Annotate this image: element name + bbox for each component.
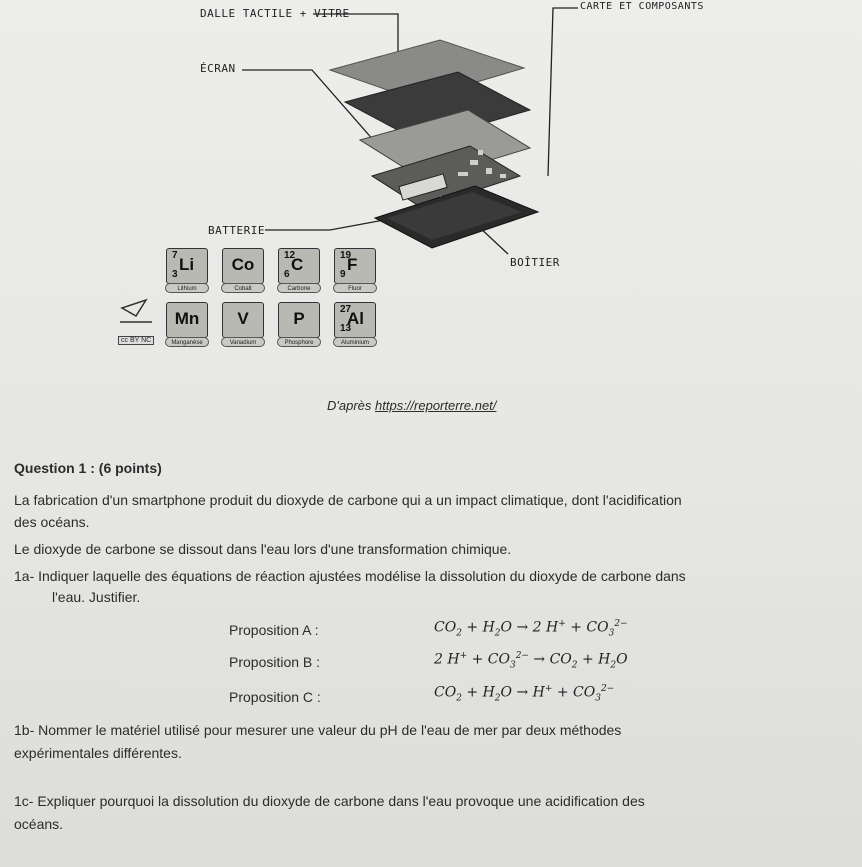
proposition-c-equation: $CO_2 + H_2O \to H^+ + CO_3^{2-}$ <box>434 684 615 704</box>
board-label: CARTE ET COMPOSANTS <box>580 1 704 12</box>
intro-line-2: des océans. <box>14 514 90 530</box>
q1c-line-1: 1c- Expliquer pourquoi la dissolution du dioxyde de carbone dans l'eau provoque une acidification des <box>14 793 645 809</box>
screen-label: ÉCRAN <box>200 62 236 75</box>
source-prefix: D'après <box>327 398 376 413</box>
proposition-c-label: Proposition C : <box>229 689 321 705</box>
reporterre-logo-icon <box>120 300 152 322</box>
element-name-carbon: Carbone <box>277 283 321 293</box>
figure-source <box>327 398 496 413</box>
element-name-phosphorus: Phosphore <box>277 337 321 347</box>
case-label: BOÎTIER <box>510 256 560 269</box>
q1a-line-2: l'eau. Justifier. <box>52 589 141 605</box>
q1c-line-2: océans. <box>14 816 64 832</box>
battery-label: BATTERIE <box>208 224 265 237</box>
element-tile-phosphorus: P <box>278 302 320 338</box>
q1b-line-2: expérimentales différentes. <box>14 745 182 761</box>
proposition-b-label: Proposition B : <box>229 654 321 670</box>
element-name-lithium: Lithium <box>165 283 209 293</box>
q1b-line-1: 1b- Nommer le matériel utilisé pour mesurer une valeur du pH de l'eau de mer par deux méthodes <box>14 722 622 738</box>
license-badge: cc BY NC <box>118 336 154 345</box>
element-name-fluorine: Fluor <box>333 283 377 293</box>
proposition-b-equation: 2 $H^+ + CO_3^{2-} \to CO_2 + H_2O$ <box>434 651 628 671</box>
element-tile-lithium: 7 3 Li <box>166 248 208 284</box>
element-name-aluminium: Aluminium <box>333 337 377 347</box>
question-title: Question 1 : (6 points) <box>14 460 162 476</box>
element-name-manganese: Manganèse <box>165 337 209 347</box>
proposition-a-equation: $CO_2 + H_2O \to 2$ $H^+ + CO_3^{2-}$ <box>434 619 628 639</box>
board-leader <box>548 8 578 176</box>
touch-panel-label: DALLE TACTILE + VITRE <box>200 7 350 20</box>
element-tile-vanadium: V <box>222 302 264 338</box>
intro-line-1: La fabrication d'un smartphone produit du dioxyde de carbone qui a un impact climatique, dont l'acidification <box>14 492 682 508</box>
element-tile-carbon: 12 6 C <box>278 248 320 284</box>
element-tile-fluorine: 19 9 F <box>334 248 376 284</box>
battery-leader <box>265 218 395 230</box>
q1a-line-1: 1a- Indiquer laquelle des équations de réaction ajustées modélise la dissolution du dioxyde de carbone dans <box>14 568 686 584</box>
proposition-a-label: Proposition A : <box>229 622 319 638</box>
element-name-vanadium: Vanadium <box>221 337 265 347</box>
element-tile-aluminium: 27 13 Al <box>334 302 376 338</box>
element-tile-manganese: Mn <box>166 302 208 338</box>
intro-2: Le dioxyde de carbone se dissout dans l'eau lors d'une transformation chimique. <box>14 541 512 557</box>
element-name-cobalt: Cobalt <box>221 283 265 293</box>
source-link[interactable]: https://reporterre.net/ <box>375 398 497 413</box>
element-tile-cobalt: Co <box>222 248 264 284</box>
